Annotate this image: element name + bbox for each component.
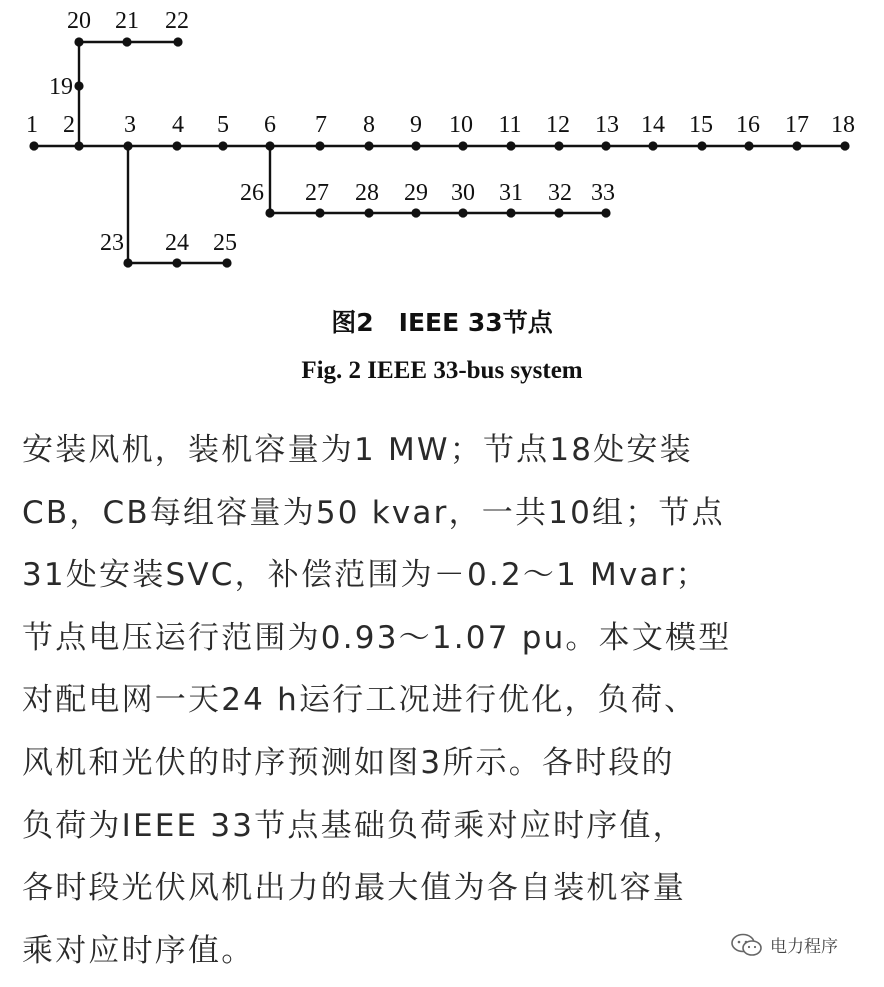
paragraph-line: 各时段光伏风机出力的最大值为各自装机容量 <box>22 870 686 907</box>
bus-node-11 <box>506 141 515 150</box>
bus-node-16 <box>744 141 753 150</box>
bus-label-9: 9 <box>410 112 422 138</box>
bus-label-11: 11 <box>498 112 522 138</box>
bus-label-4: 4 <box>172 112 184 138</box>
bus-node-18 <box>840 141 849 150</box>
paragraph-line: 负荷为IEEE 33节点基础负荷乘对应时序值， <box>22 807 686 844</box>
bus-node-12 <box>554 141 563 150</box>
paragraph-line: 乘对应时序值。 <box>22 932 255 969</box>
paragraph-line: 对配电网一天24 h运行工况进行优化，负荷、 <box>22 682 698 719</box>
paragraph-line: 安装风机，装机容量为1 MW；节点18处安装 <box>22 432 693 468</box>
paragraph-line: CB，CB每组容量为50 kvar，一共10组；节点 <box>22 494 725 531</box>
watermark-text: 电力程序 <box>770 937 838 957</box>
bus-label-14: 14 <box>641 112 665 138</box>
watermark <box>730 932 838 957</box>
bus-node-24 <box>172 258 181 267</box>
bus-label-22: 22 <box>165 8 189 34</box>
bus-label-30: 30 <box>451 180 475 206</box>
bus-label-24: 24 <box>165 230 189 256</box>
wechat-icon <box>730 933 764 957</box>
bus-node-27 <box>315 208 324 217</box>
bus-node-33 <box>601 208 610 217</box>
bus-node-15 <box>697 141 706 150</box>
diagram-edges <box>34 42 845 263</box>
bus-node-9 <box>411 141 420 150</box>
bus-node-5 <box>218 141 227 150</box>
bus-node-7 <box>315 141 324 150</box>
bus-node-26 <box>265 208 274 217</box>
bus-label-16: 16 <box>736 112 760 138</box>
bus-node-3 <box>123 141 132 150</box>
bus-label-26: 26 <box>240 180 264 206</box>
bus-node-32 <box>554 208 563 217</box>
bus-label-13: 13 <box>595 112 619 138</box>
bus-node-29 <box>411 208 420 217</box>
bus-label-27: 27 <box>305 180 329 206</box>
bus-label-29: 29 <box>404 180 428 206</box>
bus-label-25: 25 <box>213 230 237 256</box>
bus-node-28 <box>364 208 373 217</box>
bus-label-12: 12 <box>546 112 570 138</box>
bus-label-31: 31 <box>499 180 523 206</box>
body-paragraph <box>22 424 864 987</box>
bus-node-1 <box>29 141 38 150</box>
bus-label-5: 5 <box>217 112 229 138</box>
bus-label-8: 8 <box>363 112 375 138</box>
bus-label-33: 33 <box>591 180 615 206</box>
bus-label-23: 23 <box>100 230 124 256</box>
bus-node-23 <box>123 258 132 267</box>
bus-label-2: 2 <box>63 112 75 138</box>
bus-node-14 <box>648 141 657 150</box>
paragraph-line: 31处安装SVC，补偿范围为－0.2～1 Mvar； <box>22 557 709 594</box>
ieee-33-bus-diagram <box>0 0 884 290</box>
paragraph-line: 风机和光伏的时序预测如图3所示。各时段的 <box>22 744 675 781</box>
bus-label-10: 10 <box>449 112 473 138</box>
figure-caption-chinese: 图2 IEEE 33节点 <box>331 308 553 337</box>
bus-node-19 <box>74 81 83 90</box>
bus-node-2 <box>74 141 83 150</box>
bus-node-20 <box>74 37 83 46</box>
bus-label-28: 28 <box>355 180 379 206</box>
bus-label-18: 18 <box>831 112 855 138</box>
bus-node-22 <box>173 37 182 46</box>
bus-node-8 <box>364 141 373 150</box>
bus-node-10 <box>458 141 467 150</box>
bus-label-7: 7 <box>315 112 327 138</box>
bus-node-6 <box>265 141 274 150</box>
bus-label-32: 32 <box>548 180 572 206</box>
paragraph-line: 节点电压运行范围为0.93～1.07 pu。本文模型 <box>22 619 732 656</box>
bus-node-17 <box>792 141 801 150</box>
bus-label-21: 21 <box>115 8 139 34</box>
bus-node-13 <box>601 141 610 150</box>
bus-node-25 <box>222 258 231 267</box>
bus-label-20: 20 <box>67 8 91 34</box>
bus-node-31 <box>506 208 515 217</box>
bus-label-17: 17 <box>785 112 809 138</box>
bus-label-1: 1 <box>26 112 38 138</box>
figure-caption-english: Fig. 2 IEEE 33-bus system <box>301 357 583 384</box>
diagram-nodes <box>29 37 849 267</box>
bus-label-3: 3 <box>124 112 136 138</box>
bus-label-19: 19 <box>49 74 73 100</box>
diagram-labels <box>26 8 855 256</box>
bus-node-21 <box>122 37 131 46</box>
bus-node-4 <box>172 141 181 150</box>
bus-node-30 <box>458 208 467 217</box>
bus-label-15: 15 <box>689 112 713 138</box>
bus-label-6: 6 <box>264 112 276 138</box>
